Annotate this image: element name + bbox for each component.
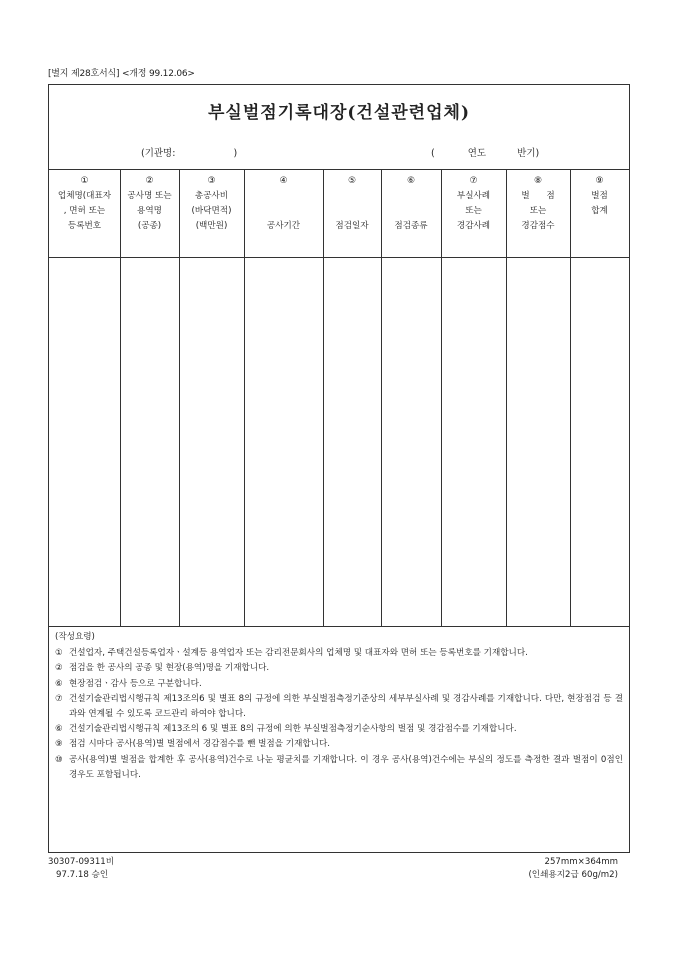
column-header-company: ① 업체명(대표자 , 면허 또는 등록번호 [57,176,112,231]
column-header-inspection-type: ⑥ 점검종류 [394,176,428,231]
column-header-project: ② 공사명 또는 용역명 (공종) [127,176,172,231]
column-divider [570,170,571,626]
period-field [431,145,539,159]
form-box [48,84,630,853]
column-divider [179,170,180,626]
column-header-period: ④ 공사기간 [266,176,301,231]
guide-item: ⑥ 현장점검ㆍ감사 등으로 구분합니다. [55,678,202,689]
column-divider [381,170,382,626]
form-number-label: [별지 제28호서식] <개정 99.12.06> [48,69,195,79]
paper-spec [528,856,618,882]
column-divider [506,170,507,626]
column-divider [323,170,324,626]
header-top-line [49,169,629,170]
guide-item: ⑨ 점검 시마다 공사(용역)별 벌점에서 경감점수를 뺀 벌점을 기재합니다. [55,739,331,750]
period-year: 연도 [467,148,487,159]
guide-item: ⑩ 공사(용역)별 벌점을 합계한 후 공사(용역)건수로 나눈 평균치를 기재합니다. 이 경우 공사(용역)건수에는 부실의 정도를 측정한 결과 벌점이 0점인 경우도 포함됩니다. [55,754,623,780]
column-header-cost: ③ 총공사비 (바닥면적) (백만원) [191,176,232,231]
period-half: 반기) [517,148,540,159]
guide-item: ⑥ 건설기술관리법시행규칙 제13조의 6 및 별표 8의 규정에 의한 부실벌점측정기순사항의 벌점 및 경감점수를 기재합니다. [55,724,517,735]
writing-guide [55,630,623,783]
column-header-case: ⑦ 부실사례 또는 경감사례 [456,176,491,231]
column-header-penalty-total: ⑨ 벌점 합계 [591,176,608,216]
agency-field [141,145,237,159]
paper-type: (인쇄용지2급 60g/m2) [528,870,618,880]
form-approval: 97.7.18 승인 [56,870,109,880]
guide-item: ① 건설업자, 주택건설등록업자ㆍ설계등 용역업자 또는 감리전문회사의 업체명 및 대표자와 면허 또는 등록번호를 기재합니다. [55,648,528,659]
table-bottom-line [49,626,629,627]
guide-heading: (작성요령) [55,632,95,642]
guide-item: ② 점검을 한 공사의 공종 및 현장(용역)명을 기재합니다. [55,663,270,674]
agency-label: (기관명: [141,148,176,159]
form-title: 부실벌점기록대장(건설관련업체) [208,103,470,123]
agency-close: ) [233,148,238,159]
form-code-number: 30307-09311비 [48,857,115,867]
column-header-inspection-date: ⑤ 점검일자 [335,176,369,231]
column-header-penalty-points: ⑧ 벌 점 또는 경감점수 [521,176,555,231]
paper-size: 257mm×364mm [544,857,618,867]
column-divider [441,170,442,626]
period-open: ( [431,148,435,159]
column-divider [120,170,121,626]
header-bottom-line [49,257,629,258]
form-code [48,856,114,882]
column-divider [244,170,245,626]
guide-item: ⑦ 건설기술관리법시행규칙 제13조의6 및 별표 8의 규정에 의한 부실벌점측정기준상의 세부부실사례 및 경감사례를 기재합니다. 다만, 현장점검 등 결과와 연계될 수 있도록 코드관리 하여야 합니다. [55,693,623,720]
